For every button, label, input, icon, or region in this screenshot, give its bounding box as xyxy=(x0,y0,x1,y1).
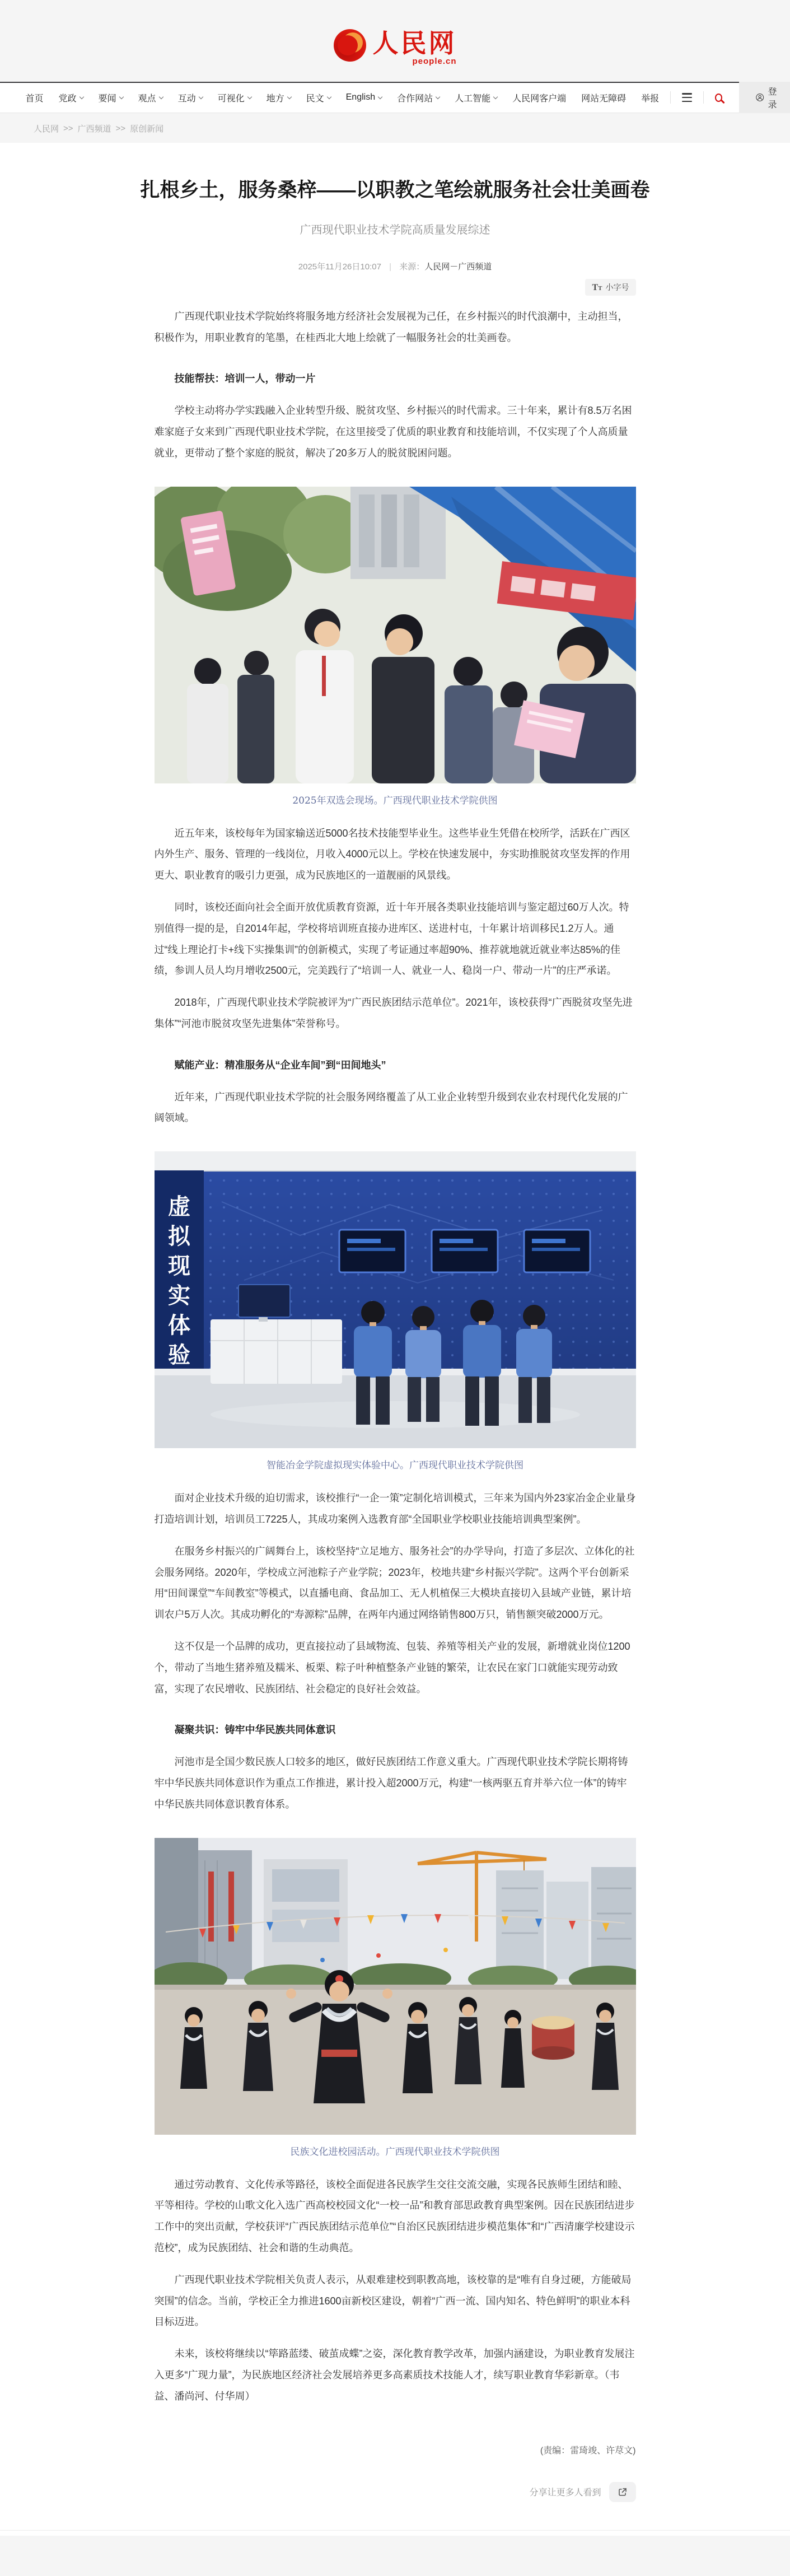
paragraph: 这不仅是一个品牌的成功，更直接拉动了县域物流、包装、养殖等相关产业的发展，新增就业岗位1200个，带动了当地生猪养殖及糯米、板栗、粽子叶种植整条产业链的繁荣，让农民在家门口就能实现劳动致富，实现了农民增收、民族团结、社会稳定的良好社会效益。 xyxy=(154,1640,630,1695)
svg-text:实: 实 xyxy=(167,1284,190,1309)
chevron-down-icon xyxy=(119,94,123,99)
section-heading-industry: 赋能产业：精准服务从“企业车间”到“田间地头” xyxy=(174,1059,386,1071)
nav-item-english[interactable] xyxy=(346,92,382,102)
search-icon[interactable] xyxy=(715,94,722,102)
chevron-down-icon xyxy=(198,94,203,99)
breadcrumb xyxy=(34,123,790,134)
paragraph: 未来，该校将继续以“筚路蓝缕、破茧成蝶”之姿，深化教育教学改革，加强内涵建设，为职业教育发展注入更多“广现力量”，为民族地区经济社会发展培养更多高素质技术技能人才，续写职业教育华彩新章。（韦益、潘尚河、付华周） xyxy=(154,2348,635,2402)
svg-text:虚: 虚 xyxy=(167,1194,190,1220)
divider xyxy=(670,91,671,104)
breadcrumb-original-news[interactable]: 原创新闻 xyxy=(130,124,164,134)
bottom-divider xyxy=(0,2530,790,2536)
menu-icon[interactable] xyxy=(682,93,692,102)
share-icon xyxy=(618,2487,628,2497)
nav-item-interaction[interactable] xyxy=(178,91,203,104)
main-nav xyxy=(0,82,790,113)
chevron-down-icon xyxy=(378,94,382,99)
section-heading-skills: 技能帮扶：培训一人，带动一片 xyxy=(174,373,316,385)
publish-date: 2025年11月26日10:07 xyxy=(298,262,381,272)
nav-item-app[interactable] xyxy=(512,91,566,104)
page-title: 扎根乡土，服务桑梓——以职教之笔绘就服务社会壮美画卷 xyxy=(140,179,650,201)
article-image-vr-center[interactable] xyxy=(155,1151,636,1448)
chevron-down-icon xyxy=(287,94,291,99)
figure-vr-center xyxy=(155,1151,636,1471)
people-logo-icon xyxy=(334,29,366,62)
chevron-down-icon xyxy=(158,94,163,99)
nav-item-partner-sites[interactable] xyxy=(397,91,440,104)
article-card xyxy=(0,143,790,2536)
nav-label: 合作网站 xyxy=(397,94,433,104)
editor-credit: (责编：雷琦竣、许荩文) xyxy=(540,2446,636,2456)
breadcrumb-band xyxy=(0,113,790,143)
paragraph: 近年来，广西现代职业技术学院的社会服务网络覆盖了从工业企业转型升级到农业农村现代化发展的广阔领域。 xyxy=(154,1091,628,1124)
breadcrumb-separator: >> xyxy=(63,123,73,133)
nav-item-accessibility[interactable] xyxy=(581,91,626,104)
paragraph: 同时，该校还面向社会全面开放优质教育资源，近十年开展各类职业技能培训与鉴定超过60万人次。特别值得一提的是，自2014年起，学校将培训班直接办进库区、送进村屯，十年累计培训移民1.2万人。通过“线上理论打卡+线下实操集训”的创新模式，实现了考证通过率超90%、推荐就地就近就业率达85%的佳绩，参训人员人均月增收2500元，完美践行了“培训一人、就业一人、稳岗一户、带动一片”的庄严承诺。 xyxy=(154,902,629,977)
article-image-ethnic-culture[interactable] xyxy=(155,1838,636,2135)
logo-title: 人民网 xyxy=(372,28,457,58)
article-image-job-fair[interactable] xyxy=(155,487,636,783)
chevron-down-icon xyxy=(436,94,440,99)
nav-item-politics[interactable] xyxy=(59,91,83,104)
nav-label: 人民网客户端 xyxy=(512,94,567,104)
nav-item-local[interactable] xyxy=(267,91,291,104)
nav-item-minority-languages[interactable] xyxy=(306,91,331,104)
svg-text:体: 体 xyxy=(167,1313,190,1338)
svg-text:拟: 拟 xyxy=(167,1224,190,1249)
chevron-down-icon xyxy=(79,94,83,99)
nav-label: English xyxy=(345,92,376,102)
svg-text:现: 现 xyxy=(167,1254,190,1279)
site-header xyxy=(0,0,790,82)
nav-item-visualization[interactable] xyxy=(218,91,251,104)
nav-label: 观点 xyxy=(138,94,156,104)
divider xyxy=(703,91,704,104)
meta-divider: | xyxy=(389,262,392,272)
image-caption: 智能冶金学院虚拟现实体验中心。广西现代职业技术学院供图 xyxy=(267,1460,523,1472)
fontsize-row xyxy=(155,279,636,296)
figure-job-fair xyxy=(155,487,636,806)
image-caption: 2025年双选会现场。广西现代职业技术学院供图 xyxy=(292,795,498,806)
paragraph: 广西现代职业技术学院相关负责人表示，从艰难建校到职教高地，该校靠的是“唯有自身过硬，方能破局突围”的信念。当前，学校正全力推进1600亩新校区建设，朝着“广西一流、国内知名、特色鲜明”的职业本科目标迈进。 xyxy=(154,2274,632,2328)
paragraph: 在服务乡村振兴的广阔舞台上，该校坚持“立足地方、服务社会”的办学导向，打造了多层次、立体化的社会服务网络。2020年，学校成立河池粽子产业学院；2023年，校地共建“乡村振兴学院”。这两个平台创新采用“田间课堂”“车间教室”等模式，以直播电商、食品加工、无人机植保三大模块直接切入县域产业链，累计培训农户5万人次。其成功孵化的“寿源粽”品牌，在两年内通过网络销售800万只，销售额突破2000万元。 xyxy=(154,1545,635,1621)
user-icon xyxy=(756,92,764,102)
chevron-down-icon xyxy=(493,94,498,99)
login-label: 登录 xyxy=(768,87,777,110)
nav-label: 举报 xyxy=(641,94,660,104)
chevron-down-icon xyxy=(326,94,331,99)
nav-label: 首页 xyxy=(25,94,44,104)
paragraph: 近五年来，该校每年为国家输送近5000名技术技能型毕业生。这些毕业生凭借在校所学，活跃在广西区内外生产、服务、管理的一线岗位，月收入4000元以上。学校在快速发展中，夯实助推脱贫攻坚发挥的作用更大、职业教育的吸引力更强，成为民族地区的一道靓丽的风景线。 xyxy=(154,827,630,881)
nav-label: 互动 xyxy=(177,94,196,104)
article-meta xyxy=(0,260,790,272)
nav-item-home[interactable] xyxy=(26,91,44,104)
paragraph: 广西现代职业技术学院始终将服务地方经济社会发展视为己任，在乡村振兴的时代浪潮中，主动担当，积极作为，用职业教育的笔墨，在桂西北大地上绘就了一幅服务社会的壮美画卷。 xyxy=(154,310,628,343)
font-size-button[interactable]: TT 小字号 xyxy=(585,279,635,296)
figure-ethnic-culture xyxy=(155,1838,636,2158)
font-size-icon: T xyxy=(592,282,599,292)
nav-label: 党政 xyxy=(58,94,77,104)
paragraph: 面对企业技术升级的迫切需求，该校推行“一企一策”定制化培训模式，三年来为国内外23家冶金企业量身打造培训计划，培训员工7225人，其成功案例入选教育部“全国职业学校职业技能培训典型案例”。 xyxy=(154,1492,636,1525)
chevron-down-icon xyxy=(247,94,251,99)
source-label: 来源： xyxy=(399,262,425,272)
share-row xyxy=(155,2482,636,2526)
login-button[interactable] xyxy=(739,82,790,113)
image-caption: 民族文化进校园活动。广西现代职业技术学院供图 xyxy=(290,2146,500,2158)
svg-text:验: 验 xyxy=(167,1343,190,1368)
nav-label: 人工智能 xyxy=(455,94,491,104)
nav-item-opinion[interactable] xyxy=(138,91,163,104)
breadcrumb-guangxi-channel[interactable]: 广西频道 xyxy=(77,124,111,134)
nav-label: 要闻 xyxy=(98,94,116,104)
article-body xyxy=(155,306,636,2530)
nav-label: 民文 xyxy=(306,94,324,104)
nav-label: 可视化 xyxy=(217,94,245,104)
main-nav-list xyxy=(20,91,660,104)
section-heading-unity: 凝聚共识：铸牢中华民族共同体意识 xyxy=(174,1724,336,1736)
nav-item-report[interactable] xyxy=(641,91,659,104)
paragraph: 通过劳动教育、文化传承等路径，该校全面促进各民族学生交往交流交融，实现各民族师生团结和睦、平等相待。学校的山歌文化入选广西高校校园文化“一校一品”和教育部思政教育典型案例。因在民族团结进步工作中的突出贡献，学校获评“广西民族团结示范单位”“自治区民族团结进步模范集体”和“广西清廉学校建设示范校”，成为民族团结、社会和谐的生动典范。 xyxy=(154,2178,635,2253)
nav-tools xyxy=(659,83,790,113)
paragraph: 2018年，广西现代职业技术学院被评为“广西民族团结示范单位”。2021年，该校获得“广西脱贫攻坚先进集体”“河池市脱贫攻坚先进集体”荣誉称号。 xyxy=(154,997,633,1029)
breadcrumb-separator: >> xyxy=(115,123,126,133)
people-logo[interactable] xyxy=(0,29,790,66)
paragraph: 河池市是全国少数民族人口较多的地区，做好民族团结工作意义重大。广西现代职业技术学院长期将铸牢中华民族共同体意识作为重点工作推进，累计投入超2000万元，构建“一核两驱五育并举六位一体”的铸牢中华民族共同体意识教育体系。 xyxy=(154,1756,628,1810)
paragraph: 学校主动将办学实践融入企业转型升级、脱贫攻坚、乡村振兴的时代需求。三十年来，累计有8.5万名困难家庭子女来到广西现代职业技术学院，在这里接受了优质的职业教育和技能培训，不仅实现了个人高质量就业，更带动了整个家庭的脱贫，解决了20多万人的脱贫脱困问题。 xyxy=(154,405,632,459)
font-size-label: 小字号 xyxy=(605,282,629,292)
share-label: 分享让更多人看到 xyxy=(529,2488,601,2498)
logo-domain: people.cn xyxy=(412,56,457,66)
breadcrumb-people[interactable]: 人民网 xyxy=(34,124,59,134)
source-link[interactable]: 人民网－广西频道 xyxy=(424,262,492,272)
nav-item-ai[interactable] xyxy=(455,91,497,104)
nav-label: 地方 xyxy=(266,94,284,104)
nav-label: 网站无障碍 xyxy=(581,94,627,104)
nav-item-news[interactable] xyxy=(99,91,123,104)
share-button[interactable] xyxy=(609,2482,636,2502)
article-subtitle: 广西现代职业技术学院高质量发展综述 xyxy=(300,223,490,236)
